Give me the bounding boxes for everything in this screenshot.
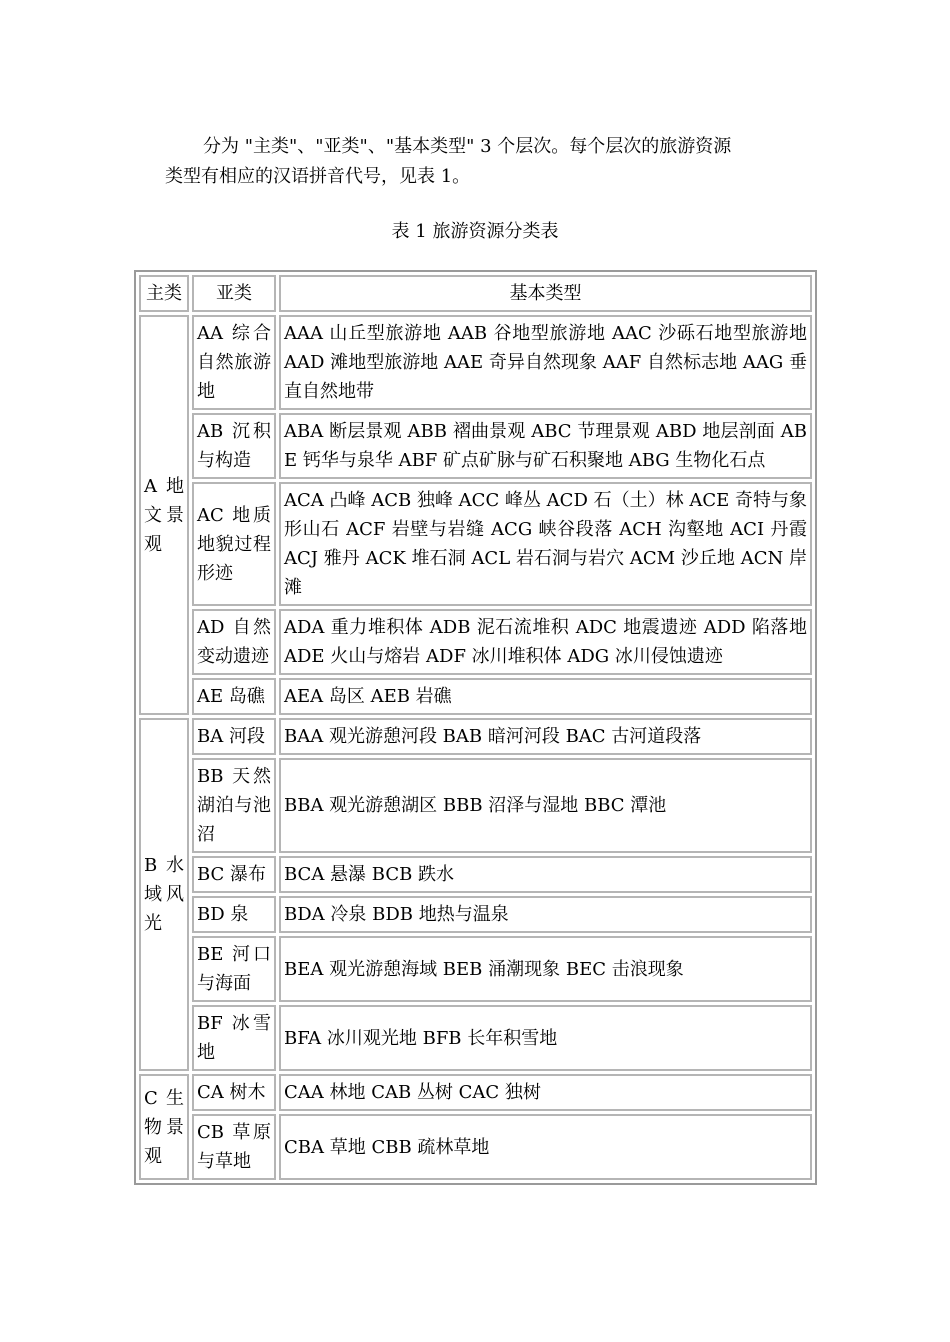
basic-type-cell: ADA 重力堆积体 ADB 泥石流堆积 ADC 地震遗迹 ADD 陷落地 ADE 火山与熔岩 ADF 冰川堆积体 ADG 冰川侵蚀遗迹	[279, 609, 812, 675]
main-class-cell: C 生物景观	[139, 1074, 189, 1180]
intro-paragraph	[165, 132, 805, 192]
table-row	[139, 758, 812, 853]
sub-class-cell: BE 河口与海面	[192, 936, 276, 1002]
sub-class-cell: AB 沉积与构造	[192, 413, 276, 479]
table-row	[139, 856, 812, 893]
table-row	[139, 936, 812, 1002]
header-main-class: 主类	[139, 275, 189, 312]
table-row	[139, 1074, 812, 1111]
table-row	[139, 678, 812, 715]
basic-type-cell: BBA 观光游憩湖区 BBB 沼泽与湿地 BBC 潭池	[279, 758, 812, 853]
sub-class-cell: BC 瀑布	[192, 856, 276, 893]
table-row	[139, 1114, 812, 1180]
table-row	[139, 413, 812, 479]
basic-type-cell: AEA 岛区 AEB 岩礁	[279, 678, 812, 715]
sub-class-cell: AE 岛礁	[192, 678, 276, 715]
basic-type-cell: BEA 观光游憩海域 BEB 涌潮现象 BEC 击浪现象	[279, 936, 812, 1002]
sub-class-cell: CA 树木	[192, 1074, 276, 1111]
basic-type-cell: CBA 草地 CBB 疏林草地	[279, 1114, 812, 1180]
sub-class-cell: CB 草原与草地	[192, 1114, 276, 1180]
sub-class-cell: BA 河段	[192, 718, 276, 755]
basic-type-cell: CAA 林地 CAB 丛树 CAC 独树	[279, 1074, 812, 1111]
table-header-row	[139, 275, 812, 312]
basic-type-cell: BFA 冰川观光地 BFB 长年积雪地	[279, 1005, 812, 1071]
basic-type-cell: BAA 观光游憩河段 BAB 暗河河段 BAC 古河道段落	[279, 718, 812, 755]
basic-type-cell: BDA 冷泉 BDB 地热与温泉	[279, 896, 812, 933]
main-class-cell: B 水域风光	[139, 718, 189, 1071]
table-row	[139, 718, 812, 755]
sub-class-cell: BF 冰雪地	[192, 1005, 276, 1071]
basic-type-cell: ABA 断层景观 ABB 褶曲景观 ABC 节理景观 ABD 地层剖面 ABE 钙华与泉华 ABF 矿点矿脉与矿石积聚地 ABG 生物化石点	[279, 413, 812, 479]
sub-class-cell: BB 天然湖泊与池沼	[192, 758, 276, 853]
table-row	[139, 1005, 812, 1071]
table-row	[139, 482, 812, 606]
header-sub-class: 亚类	[192, 275, 276, 312]
intro-line-2: 类型有相应的汉语拼音代号，见表 1。	[165, 166, 471, 187]
basic-type-cell: ACA 凸峰 ACB 独峰 ACC 峰丛 ACD 石（土）林 ACE 奇特与象形山石 ACF 岩壁与岩缝 ACG 峡谷段落 ACH 沟壑地 ACI 丹霞 ACJ 雅丹 ACK 堆石洞 ACL 岩石洞与岩穴 ACM 沙丘地 ACN 岸滩	[279, 482, 812, 606]
sub-class-cell: AA 综合自然旅游地	[192, 315, 276, 410]
sub-class-cell: AC 地质地貌过程形迹	[192, 482, 276, 606]
main-class-cell: A 地文景观	[139, 315, 189, 715]
sub-class-cell: AD 自然变动遗迹	[192, 609, 276, 675]
table-caption: 表 1 旅游资源分类表	[391, 221, 559, 242]
intro-line-1: 分为 "主类"、"亚类"、"基本类型" 3 个层次。每个层次的旅游资源	[203, 136, 732, 157]
table-row	[139, 609, 812, 675]
sub-class-cell: BD 泉	[192, 896, 276, 933]
resource-classification-table	[134, 270, 817, 1185]
table-row	[139, 315, 812, 410]
basic-type-cell: BCA 悬瀑 BCB 跌水	[279, 856, 812, 893]
basic-type-cell: AAA 山丘型旅游地 AAB 谷地型旅游地 AAC 沙砾石地型旅游地 AAD 滩地型旅游地 AAE 奇异自然现象 AAF 自然标志地 AAG 垂直自然地带	[279, 315, 812, 410]
header-basic-type: 基本类型	[279, 275, 812, 312]
table-row	[139, 896, 812, 933]
